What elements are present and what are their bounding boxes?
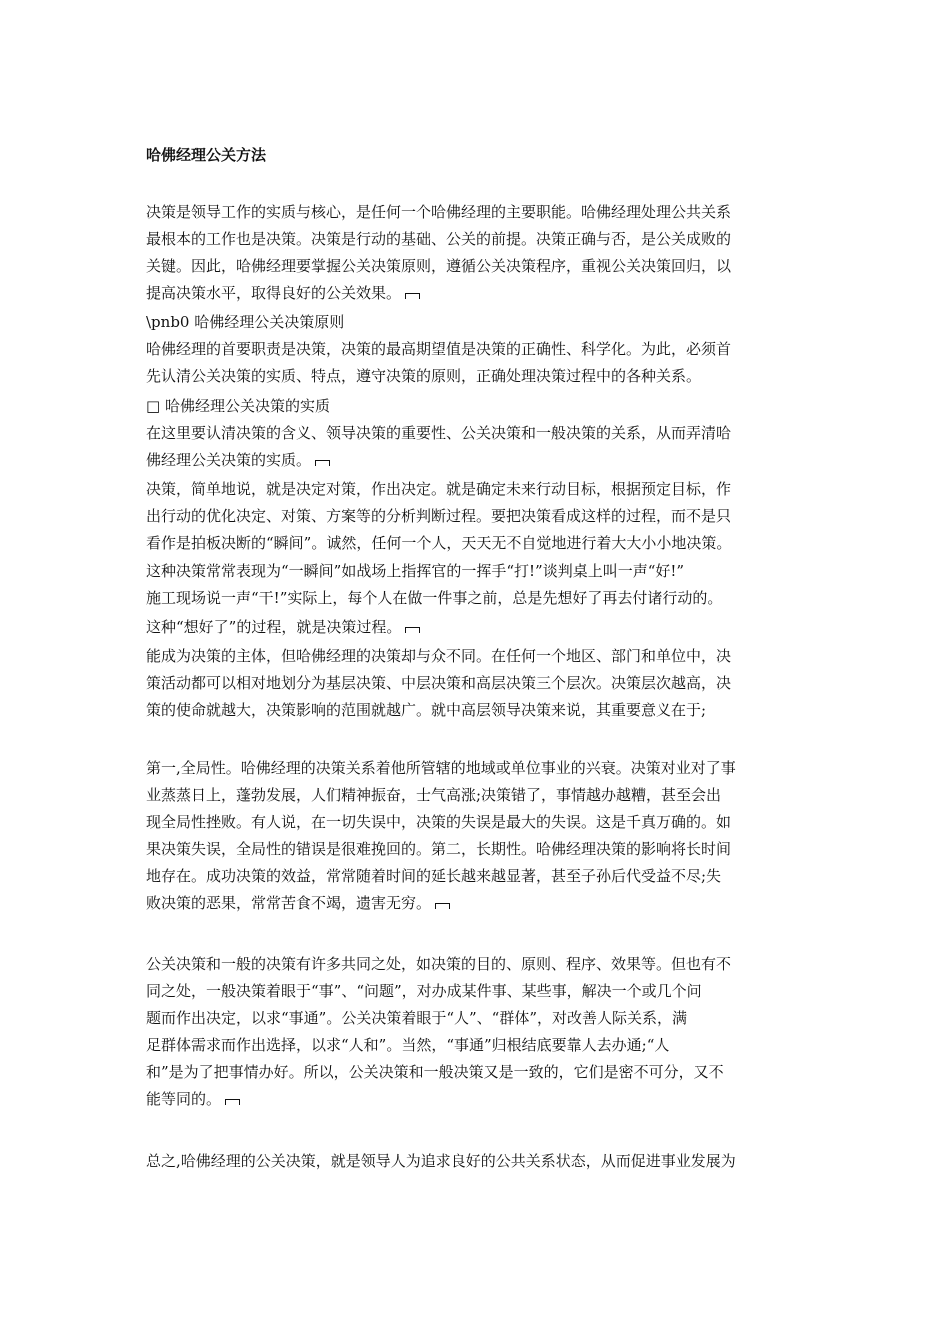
paragraph-mark-icon <box>435 903 450 909</box>
line-text: 先认清公关决策的实质、特点，遵守决策的原则，正确处理决策过程中的各种关系。 <box>146 367 702 385</box>
line-text: 佛经理公关决策的实质。 <box>146 451 312 469</box>
paragraph-line <box>146 449 330 471</box>
section-heading <box>146 311 344 333</box>
line-text: 公关决策和一般的决策有许多共同之处，如决策的目的、原则、程序、效果等。但也有不 <box>146 955 732 973</box>
line-text: 提高决策水平，取得良好的公关效果。 <box>146 284 402 302</box>
subsection-heading <box>146 395 330 417</box>
line-text: 地存在。成功决策的效益，常常随着时间的延长越来越显著，甚至子孙后代受益不尽;失 <box>146 867 722 885</box>
paragraph-line <box>146 587 722 609</box>
document-title: 哈佛经理公关方法 <box>146 146 267 164</box>
paragraph-line <box>146 560 684 582</box>
paragraph-line <box>146 616 420 638</box>
paragraph-line <box>146 505 731 527</box>
line-text: 果决策失误，全局性的错误是很难挽回的。第二，长期性。哈佛经理决策的影响将长时间 <box>146 840 732 858</box>
paragraph-line <box>146 953 731 975</box>
line-text: 能等同的。 <box>146 1090 222 1108</box>
line-text: 业蒸蒸日上，蓬勃发展，人们精神振奋，士气高涨;决策错了，事情越办越糟，甚至会出 <box>146 786 722 804</box>
paragraph-line <box>146 1034 669 1056</box>
paragraph-line <box>146 365 701 387</box>
paragraph-line <box>146 892 450 914</box>
paragraph-mark-icon <box>405 627 420 633</box>
paragraph-line <box>146 1007 687 1029</box>
line-text: 看作是拍板决断的“瞬间”。诚然，任何一个人，天天无不自觉地进行着大大小小地决策。 <box>146 534 732 552</box>
line-text: 总之,哈佛经理的公关决策，就是领导人为追求良好的公共关系状态，从而促进事业发展为 <box>146 1152 736 1170</box>
paragraph-line <box>146 699 706 721</box>
line-text: 施工现场说一声“干!”实际上，每个人在做一件事之前，总是先想好了再去付诸行动的。 <box>146 589 723 607</box>
line-text: 现全局性挫败。有人说，在一切失误中，决策的失误是最大的失误。这是千真万确的。如 <box>146 813 732 831</box>
paragraph-line <box>146 784 721 806</box>
paragraph-line <box>146 201 731 223</box>
paragraph-line <box>146 255 731 277</box>
line-text: □ 哈佛经理公关决策的实质 <box>146 397 330 415</box>
paragraph-mark-icon <box>405 293 420 299</box>
paragraph-line <box>146 1061 724 1083</box>
line-text: 这种决策常常表现为“一瞬间”如战场上指挥官的一挥手“打!”谈判桌上叫一声“好!” <box>146 562 685 580</box>
line-text: 在这里要认清决策的含义、领导决策的重要性、公关决策和一般决策的关系，从而弄清哈 <box>146 424 732 442</box>
paragraph-line <box>146 865 721 887</box>
paragraph-line <box>146 980 702 1002</box>
paragraph-line <box>146 478 731 500</box>
line-text: 第一,全局性。哈佛经理的决策关系着他所管辖的地域或单位事业的兴衰。决策对业对了事 <box>146 759 736 777</box>
paragraph-line <box>146 757 736 779</box>
line-text: 最根本的工作也是决策。决策是行动的基础、公关的前提。决策正确与否，是公关成败的 <box>146 230 732 248</box>
paragraph-line <box>146 645 731 667</box>
line-text: 哈佛经理的首要职责是决策，决策的最高期望值是决策的正确性、科学化。为此，必须首 <box>146 340 732 358</box>
line-text: 这种“想好了”的过程，就是决策过程。 <box>146 618 402 636</box>
line-text: 策活动都可以相对地划分为基层决策、中层决策和高层决策三个层次。决策层次越高，决 <box>146 674 732 692</box>
line-text: 足群体需求而作出选择，以求“人和”。当然，“事通”归根结底要靠人去办通;“人 <box>146 1036 670 1054</box>
line-text: 同之处，一般决策着眼于“事”、“问题”，对办成某件事、某些事，解决一个或几个问 <box>146 982 702 1000</box>
line-text: 策的使命就越大，决策影响的范围就越广。就中高层领导决策来说，其重要意义在于; <box>146 701 707 719</box>
paragraph-line <box>146 532 731 554</box>
line-text: 决策是领导工作的实质与核心，是任何一个哈佛经理的主要职能。哈佛经理处理公共关系 <box>146 203 732 221</box>
paragraph-mark-icon <box>315 460 330 466</box>
paragraph-line <box>146 672 731 694</box>
paragraph-line <box>146 338 731 360</box>
line-text: 能成为决策的主体，但哈佛经理的决策却与众不同。在任何一个地区、部门和单位中，决 <box>146 647 732 665</box>
line-text: \pnb0 哈佛经理公关决策原则 <box>146 313 345 331</box>
line-text: 出行动的优化决定、对策、方案等的分析判断过程。要把决策看成这样的过程，而不是只 <box>146 507 732 525</box>
paragraph-line <box>146 282 420 304</box>
line-text: 题而作出决定，以求“事通”。公关决策着眼于“人”、“群体”，对改善人际关系，满 <box>146 1009 688 1027</box>
line-text: 关键。因此，哈佛经理要掌握公关决策原则，遵循公关决策程序，重视公关决策回归，以 <box>146 257 732 275</box>
paragraph-mark-icon <box>225 1099 240 1105</box>
paragraph-line <box>146 1088 240 1110</box>
line-text: 和”是为了把事情办好。所以，公关决策和一般决策又是一致的，它们是密不可分，又不 <box>146 1063 724 1081</box>
paragraph-line <box>146 228 731 250</box>
line-text: 决策，简单地说，就是决定对策，作出决定。就是确定未来行动目标，根据预定目标，作 <box>146 480 732 498</box>
line-text: 败决策的恶果，常常苦食不竭，遗害无穷。 <box>146 894 432 912</box>
paragraph-line <box>146 811 731 833</box>
paragraph-line <box>146 1150 736 1172</box>
paragraph-line <box>146 422 731 444</box>
paragraph-line <box>146 838 731 860</box>
